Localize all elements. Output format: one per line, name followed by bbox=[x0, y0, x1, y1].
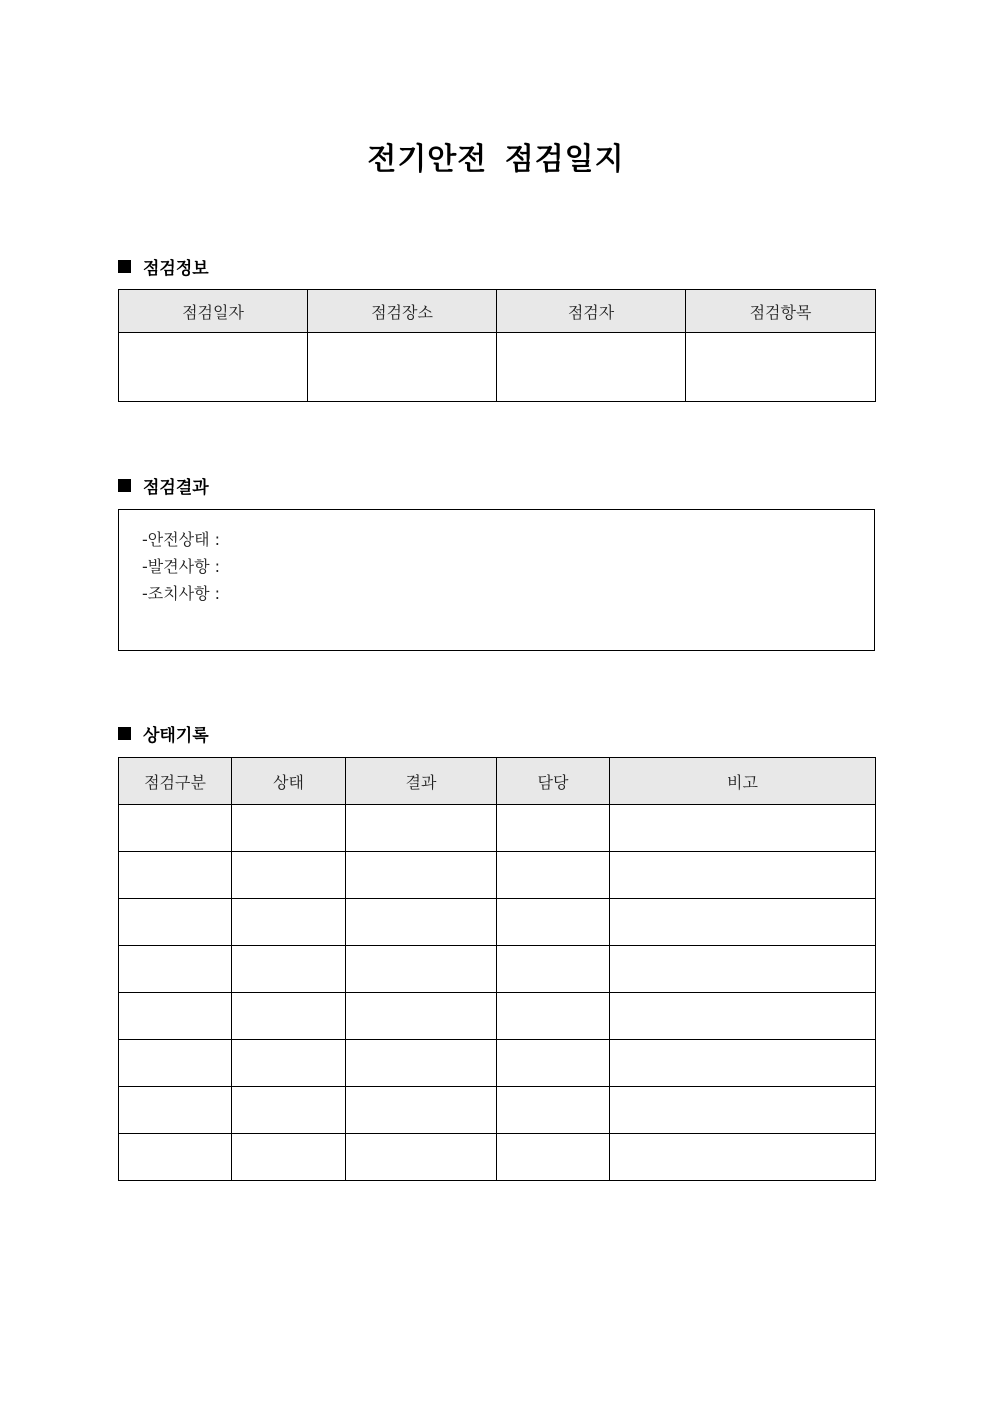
remarks-cell[interactable] bbox=[610, 993, 876, 1040]
section-heading-label: 점검정보 bbox=[143, 259, 209, 279]
findings-line: -발견사항 : bbox=[142, 557, 221, 576]
result-cell[interactable] bbox=[346, 805, 497, 852]
result-cell[interactable] bbox=[346, 993, 497, 1040]
column-header-category: 점검구분 bbox=[119, 758, 232, 805]
remarks-cell[interactable] bbox=[610, 1040, 876, 1087]
table-header-row bbox=[119, 290, 876, 333]
table-row bbox=[119, 333, 876, 402]
status-cell[interactable] bbox=[232, 1134, 346, 1181]
table-row bbox=[119, 852, 876, 899]
inspection-info-table bbox=[118, 289, 876, 402]
result-cell[interactable] bbox=[346, 899, 497, 946]
column-header-item: 점검항목 bbox=[686, 290, 876, 333]
column-header-result: 결과 bbox=[346, 758, 497, 805]
square-bullet-icon bbox=[118, 479, 131, 492]
result-cell[interactable] bbox=[346, 1040, 497, 1087]
category-cell[interactable] bbox=[119, 993, 232, 1040]
status-cell[interactable] bbox=[232, 946, 346, 993]
safety-status-line: -안전상태 : bbox=[142, 530, 221, 549]
location-cell[interactable] bbox=[308, 333, 497, 402]
assignee-cell[interactable] bbox=[497, 1134, 610, 1181]
document-title: 전기안전 점검일지 bbox=[367, 142, 625, 177]
date-cell[interactable] bbox=[119, 333, 308, 402]
status-cell[interactable] bbox=[232, 993, 346, 1040]
section-heading-info bbox=[118, 254, 209, 279]
inspection-result-box[interactable] bbox=[118, 509, 875, 651]
column-header-date: 점검일자 bbox=[119, 290, 308, 333]
inspector-cell[interactable] bbox=[497, 333, 686, 402]
remarks-cell[interactable] bbox=[610, 1134, 876, 1181]
column-header-assignee: 담당 bbox=[497, 758, 610, 805]
category-cell[interactable] bbox=[119, 899, 232, 946]
table-row bbox=[119, 946, 876, 993]
column-header-inspector: 점검자 bbox=[497, 290, 686, 333]
table-row bbox=[119, 805, 876, 852]
assignee-cell[interactable] bbox=[497, 1040, 610, 1087]
result-cell[interactable] bbox=[346, 1087, 497, 1134]
column-header-remarks: 비고 bbox=[610, 758, 876, 805]
square-bullet-icon bbox=[118, 260, 131, 273]
category-cell[interactable] bbox=[119, 852, 232, 899]
table-row bbox=[119, 899, 876, 946]
section-heading-result bbox=[118, 473, 209, 498]
table-header-row bbox=[119, 758, 876, 805]
column-header-location: 점검장소 bbox=[308, 290, 497, 333]
remarks-cell[interactable] bbox=[610, 1087, 876, 1134]
result-cell[interactable] bbox=[346, 852, 497, 899]
section-heading-label: 점검결과 bbox=[143, 478, 209, 498]
table-row bbox=[119, 1040, 876, 1087]
remarks-cell[interactable] bbox=[610, 805, 876, 852]
square-bullet-icon bbox=[118, 727, 131, 740]
status-cell[interactable] bbox=[232, 1087, 346, 1134]
status-record-table bbox=[118, 757, 876, 1181]
result-cell[interactable] bbox=[346, 946, 497, 993]
result-cell[interactable] bbox=[346, 1134, 497, 1181]
assignee-cell[interactable] bbox=[497, 899, 610, 946]
assignee-cell[interactable] bbox=[497, 1087, 610, 1134]
category-cell[interactable] bbox=[119, 805, 232, 852]
remarks-cell[interactable] bbox=[610, 899, 876, 946]
status-cell[interactable] bbox=[232, 805, 346, 852]
category-cell[interactable] bbox=[119, 1134, 232, 1181]
assignee-cell[interactable] bbox=[497, 946, 610, 993]
table-row bbox=[119, 1134, 876, 1181]
section-heading-label: 상태기록 bbox=[143, 726, 209, 746]
assignee-cell[interactable] bbox=[497, 993, 610, 1040]
section-heading-status bbox=[118, 721, 209, 746]
category-cell[interactable] bbox=[119, 1087, 232, 1134]
assignee-cell[interactable] bbox=[497, 805, 610, 852]
assignee-cell[interactable] bbox=[497, 852, 610, 899]
table-row bbox=[119, 993, 876, 1040]
actions-line: -조치사항 : bbox=[142, 584, 221, 603]
status-cell[interactable] bbox=[232, 1040, 346, 1087]
item-cell[interactable] bbox=[686, 333, 876, 402]
category-cell[interactable] bbox=[119, 946, 232, 993]
remarks-cell[interactable] bbox=[610, 852, 876, 899]
status-cell[interactable] bbox=[232, 852, 346, 899]
status-cell[interactable] bbox=[232, 899, 346, 946]
column-header-status: 상태 bbox=[232, 758, 346, 805]
remarks-cell[interactable] bbox=[610, 946, 876, 993]
table-row bbox=[119, 1087, 876, 1134]
category-cell[interactable] bbox=[119, 1040, 232, 1087]
